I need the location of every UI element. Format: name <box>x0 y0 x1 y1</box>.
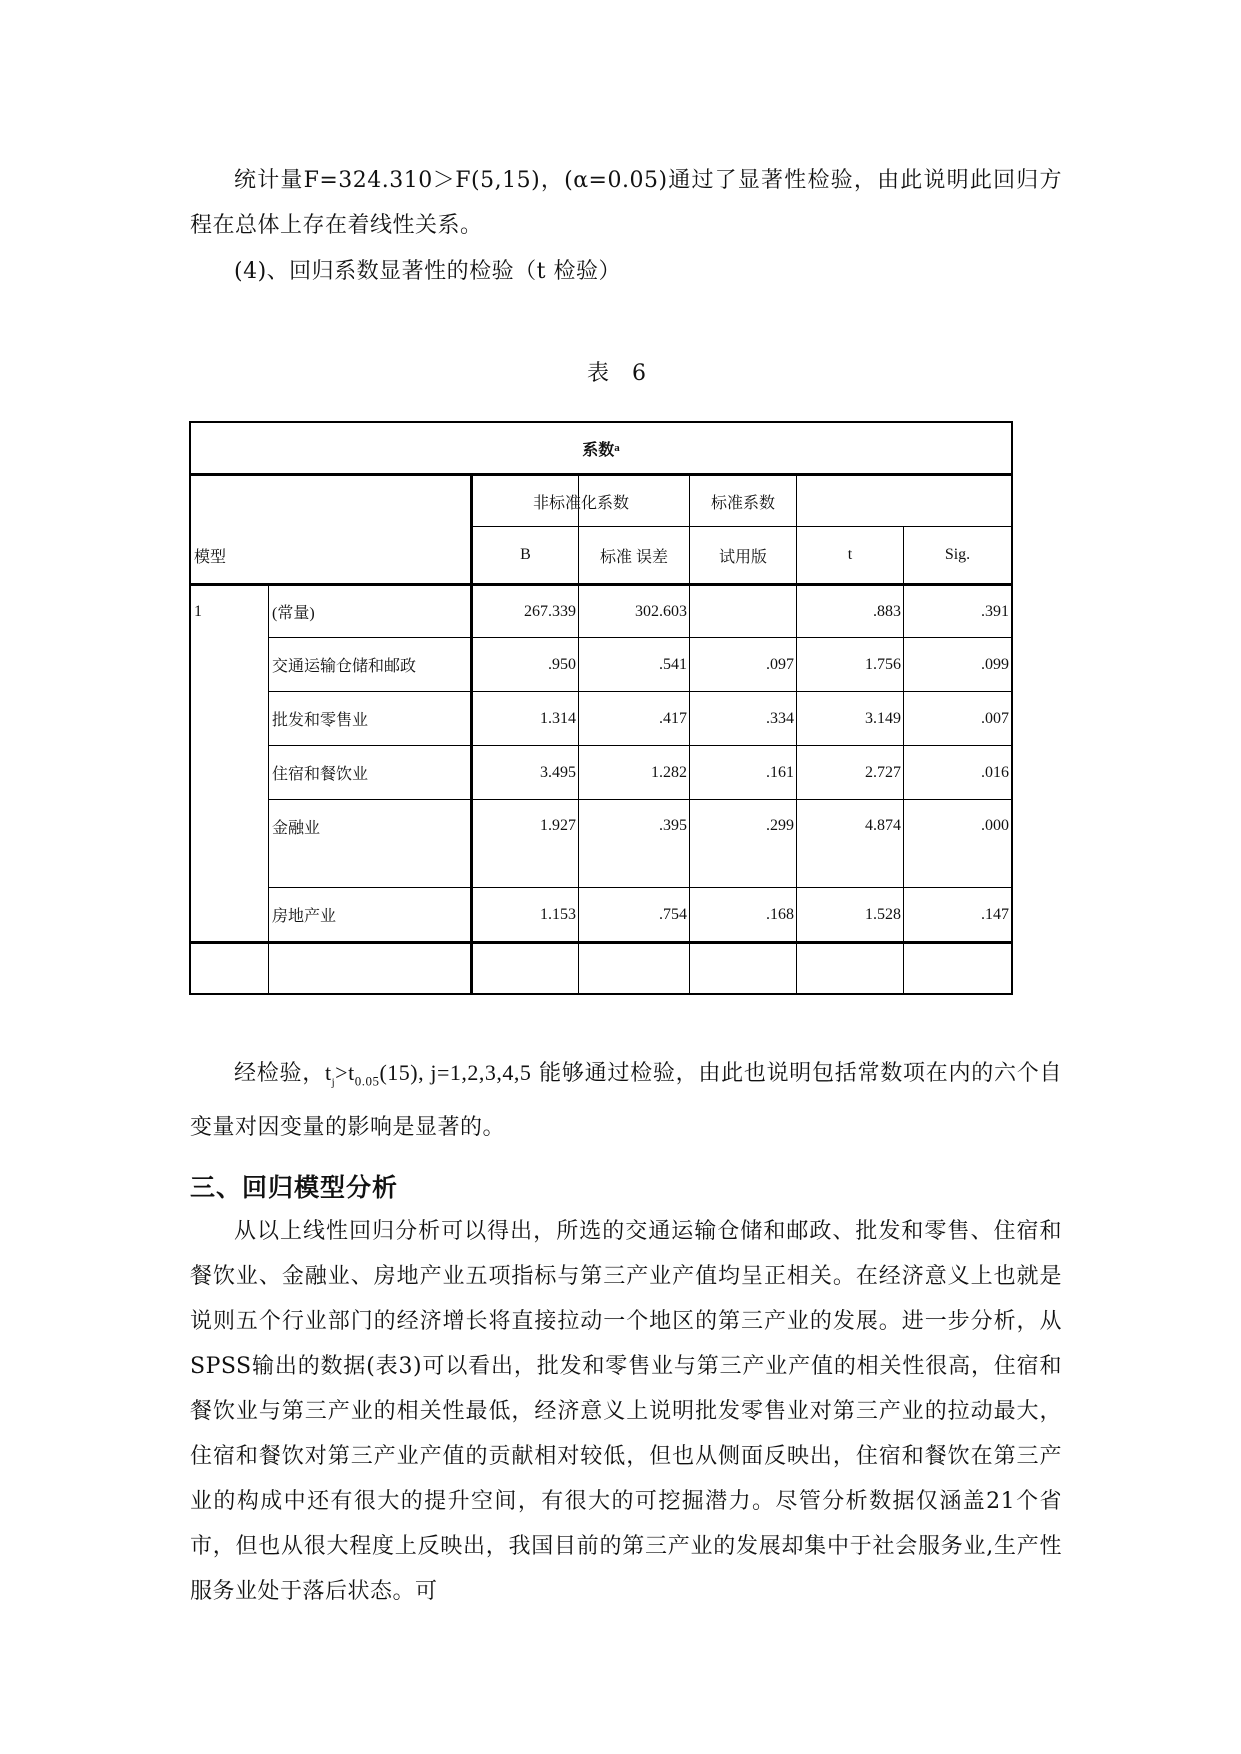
table-caption: 表 6 <box>587 361 654 386</box>
table-title-text: 系数 <box>582 441 615 459</box>
header-beta: 试用版 <box>718 548 767 566</box>
table-title-superscript: a <box>614 442 620 454</box>
cell-b: .950 <box>548 655 576 673</box>
header-unstandardized: 非标准化系数 <box>532 494 629 512</box>
cell-beta <box>690 586 796 637</box>
cell-beta: .334 <box>766 709 794 727</box>
header-b: B <box>520 546 531 563</box>
cell-sig: .000 <box>981 817 1009 834</box>
cell-b: 267.339 <box>524 602 576 620</box>
cell-t: .883 <box>873 602 901 620</box>
cell-t: 3.149 <box>865 709 901 727</box>
cell-beta: .299 <box>766 817 794 834</box>
cell-beta: .161 <box>766 763 794 781</box>
result-intro: 经检验， <box>234 1061 325 1086</box>
table-title <box>191 423 1011 473</box>
result-conclusion: 能够通过检验，由此也说明包括常数项在内的六个自变量对因变量的影响是显著的。 <box>190 1061 1062 1141</box>
row-name: 金融业 <box>272 819 321 837</box>
formula-t: t <box>324 1060 332 1085</box>
cell-sig: .016 <box>981 763 1009 781</box>
cell-b: 1.153 <box>540 905 576 923</box>
coefficients-table <box>189 421 1013 995</box>
cell-std-error: .541 <box>659 655 687 673</box>
row-name: 住宿和餐饮业 <box>272 766 369 783</box>
row-name: (常量) <box>272 605 315 622</box>
formula-subscript-alpha: 0.05 <box>354 1073 380 1089</box>
formula-rest: (15), j=1,2,3,4,5 <box>379 1060 532 1085</box>
header-standardized: 标准系数 <box>710 494 775 512</box>
cell-t: 2.727 <box>865 763 901 781</box>
cell-std-error: .754 <box>659 905 687 923</box>
formula-subscript-j: j <box>331 1076 336 1089</box>
paragraph-f-test: 统计量F=324.310＞F(5,15)，(α=0.05)通过了显著性检验，由此说明此回归方程在总体上存在着线性关系。 <box>190 168 1062 238</box>
formula-gt: > <box>335 1060 349 1085</box>
cell-t: 1.756 <box>865 655 901 673</box>
cell-std-error: .417 <box>659 709 687 727</box>
paragraph-analysis: 从以上线性回归分析可以得出，所选的交通运输仓储和邮政、批发和零售、住宿和餐饮业、金融业、房地产业五项指标与第三产业产值均呈正相关。在经济意义上也就是说则五个行业部门的经济增长将直接拉动一个地区的第三产业的发展。进一步分析，从SPSS输出的数据(表3)可以看出，批发和零售业与第三产业产值的相关性很高，住宿和餐饮业与第三产业的相关性最低，经济意义上说明批发零售业对第三产业的拉动最大，住宿和餐饮对第三产业产值的贡献相对较低，但也从侧面反映出，住宿和餐饮在第三产业的构成中还有很大的提升空间，有很大的可挖掘潜力。尽管分析数据仅涵盖21个省市，但也从很大程度上反映出，我国目前的第三产业的发展却集中于社会服务业,生产性服务业处于落后状态。可 <box>190 1219 1062 1604</box>
header-sig: Sig. <box>944 546 971 563</box>
model-number: 1 <box>194 602 202 620</box>
cell-t: 1.528 <box>865 905 901 923</box>
formula-t2: t <box>348 1060 355 1085</box>
cell-sig: .007 <box>981 709 1009 727</box>
cell-beta: .097 <box>766 655 794 673</box>
section-heading: 三、回归模型分析 <box>190 1173 399 1202</box>
cell-sig: .099 <box>981 655 1009 673</box>
cell-sig: .391 <box>981 602 1009 620</box>
row-name: 房地产业 <box>272 908 337 925</box>
row-name: 交通运输仓储和邮政 <box>272 658 417 675</box>
cell-b: 1.927 <box>540 817 576 834</box>
cell-b: 3.495 <box>540 763 576 781</box>
cell-std-error: 302.603 <box>635 602 687 620</box>
cell-b: 1.314 <box>540 709 576 727</box>
result-formula <box>324 1060 532 1089</box>
rule <box>191 941 1011 944</box>
paragraph-t-test-heading: (4)、回归系数显著性的检验（t 检验） <box>234 259 621 284</box>
header-model: 模型 <box>194 548 227 566</box>
cell-sig: .147 <box>981 905 1009 923</box>
cell-t: 4.874 <box>865 817 901 834</box>
row-name: 批发和零售业 <box>272 712 369 729</box>
header-t: t <box>847 546 853 563</box>
cell-std-error: .395 <box>659 817 687 834</box>
paragraph-test-result <box>190 1050 1062 1150</box>
cell-std-error: 1.282 <box>651 763 687 781</box>
header-std-error: 标准 误差 <box>599 548 668 566</box>
cell-beta: .168 <box>766 905 794 923</box>
